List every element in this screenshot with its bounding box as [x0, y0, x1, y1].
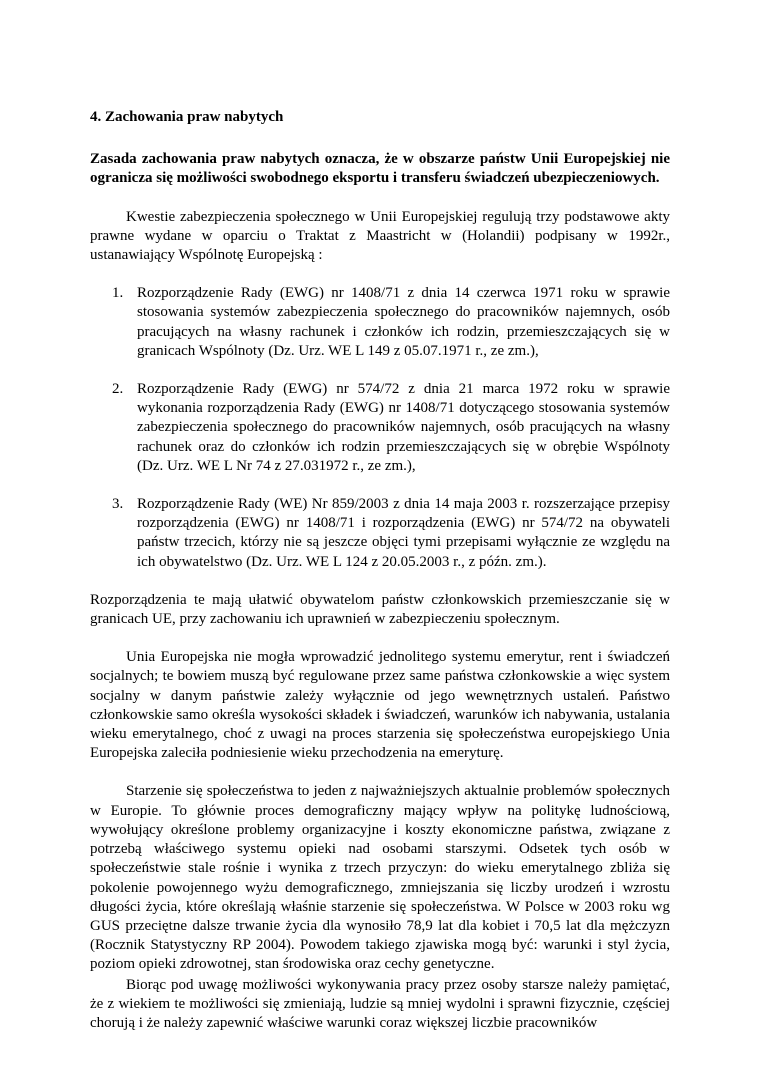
- list-item-text: Rozporządzenie Rady (EWG) nr 574/72 z dnia 21 marca 1972 roku w sprawie wykonania rozporządzenia Rady (EWG) nr 1408/71 dotyczącego stosowania systemów zabezpieczenia społecznego do pracowników najemnych, osób pracujących na własny rachunek oraz do członków ich rodzin przemieszczających się w obrębie Wspólnoty (Dz. Urz. WE L Nr 74 z 27.031972 r., ze zm.),: [137, 381, 670, 474]
- paragraph-aging-society: Starzenie się społeczeństwa to jeden z najważniejszych aktualnie problemów społecznych w Europie. To głównie proces demograficzny mający wpływ na politykę ludnościową, wywołujący określone problemy organizacyjne i koszty ekonomiczne państwa, związane z potrzebą właściwego systemu opieki nad osobami starszymi. Odsetek tych osób w społeczeństwie stale rośnie i wynika z trzech przyczyn: do wieku emerytalnego zbliża się pokolenie powojennego wyżu demograficznego, zmniejszania się liczby urodzeń i wzrostu długości życia, które określają właśnie starzenie się społeczeństwa. W Polsce w 2003 roku wg GUS przeciętne dalsze trwanie życia dla wynosiło 78,9 lat dla kobiet i 70,5 lat dla mężczyzn (Rocznik Statystyczny RP 2004). Powodem takiego zjawiska mogą być: warunki i styl życia, poziom opieki zdrowotnej, stan środowiska oraz cechy genetyczne.: [90, 783, 670, 973]
- paragraph-older-workers: Biorąc pod uwagę możliwości wykonywania pracy przez osoby starsze należy pamiętać, że z wiekiem te możliwości się zmieniają, ludzie są mniej wydolni i sprawni fizycznie, częściej chorują i że należy zapewnić właściwe warunki coraz większej liczbie pracowników: [90, 976, 670, 1031]
- paragraph-legal-acts: Kwestie zabezpieczenia społecznego w Unii Europejskiej regulują trzy podstawowe akty prawne wydane w oparciu o Traktat z Maastricht w (Holandii) podpisany w 1992r., ustanawiający Wspólnotę Europejską :: [90, 208, 670, 264]
- list-item: [90, 495, 670, 572]
- list-item: [90, 380, 670, 476]
- list-item: [90, 284, 670, 361]
- paragraph-regulations-purpose: Rozporządzenia te mają ułatwić obywatelom państw członkowskich przemieszczanie się w granicach UE, przy zachowaniu ich uprawnień w zabezpieczeniu społecznym.: [90, 591, 670, 628]
- paragraph-pension-systems: Unia Europejska nie mogła wprowadzić jednolitego systemu emerytur, rent i świadczeń socjalnych; te bowiem muszą być regulowane przez same państwa członkowskie a więc system socjalny w danym państwie zależy wyłącznie od jego wewnętrznych ustaleń. Państwo członkowskie samo określa wysokości składek i świadczeń, warunków ich nabywania, ustalania wieku emerytalnego, choć z uwagi na proces starzenia się społeczeństwa europejskiego Unia Europejska zaleciła podniesienie wieku przechodzenia na emeryturę.: [90, 649, 670, 762]
- section-heading: 4. Zachowania praw nabytych: [90, 109, 284, 125]
- list-item-number: 2.: [112, 381, 124, 398]
- list-item-text: Rozporządzenie Rady (EWG) nr 1408/71 z dnia 14 czerwca 1971 roku w sprawie stosowania systemów zabezpieczenia społecznego do pracowników najemnych, osób pracujących na własny rachunek i członków ich rodzin, przemieszczających się w granicach Wspólnoty (Dz. Urz. WE L 149 z 05.07.1971 r., ze zm.),: [137, 285, 670, 359]
- list-item-text: Rozporządzenie Rady (WE) Nr 859/2003 z dnia 14 maja 2003 r. rozszerzające przepisy rozporządzenia (EWG) nr 1408/71 i rozporządzenia (EWG) nr 574/72 na obywateli państw trzecich, którzy nie są jeszcze objęci tymi przepisami wyłącznie ze względu na ich obywatelstwo (Dz. Urz. WE L 124 z 20.05.2003 r., z późn. zm.).: [137, 496, 670, 570]
- list-item-number: 3.: [112, 496, 124, 513]
- regulations-list: [90, 284, 670, 572]
- intro-bold-paragraph: Zasada zachowania praw nabytych oznacza, że w obszarze państw Unii Europejskiej nie ogranicza się możliwości swobodnego eksportu i transferu świadczeń ubezpieczeniowych.: [90, 151, 670, 187]
- list-item-number: 1.: [112, 285, 124, 302]
- document-content: [90, 108, 670, 1033]
